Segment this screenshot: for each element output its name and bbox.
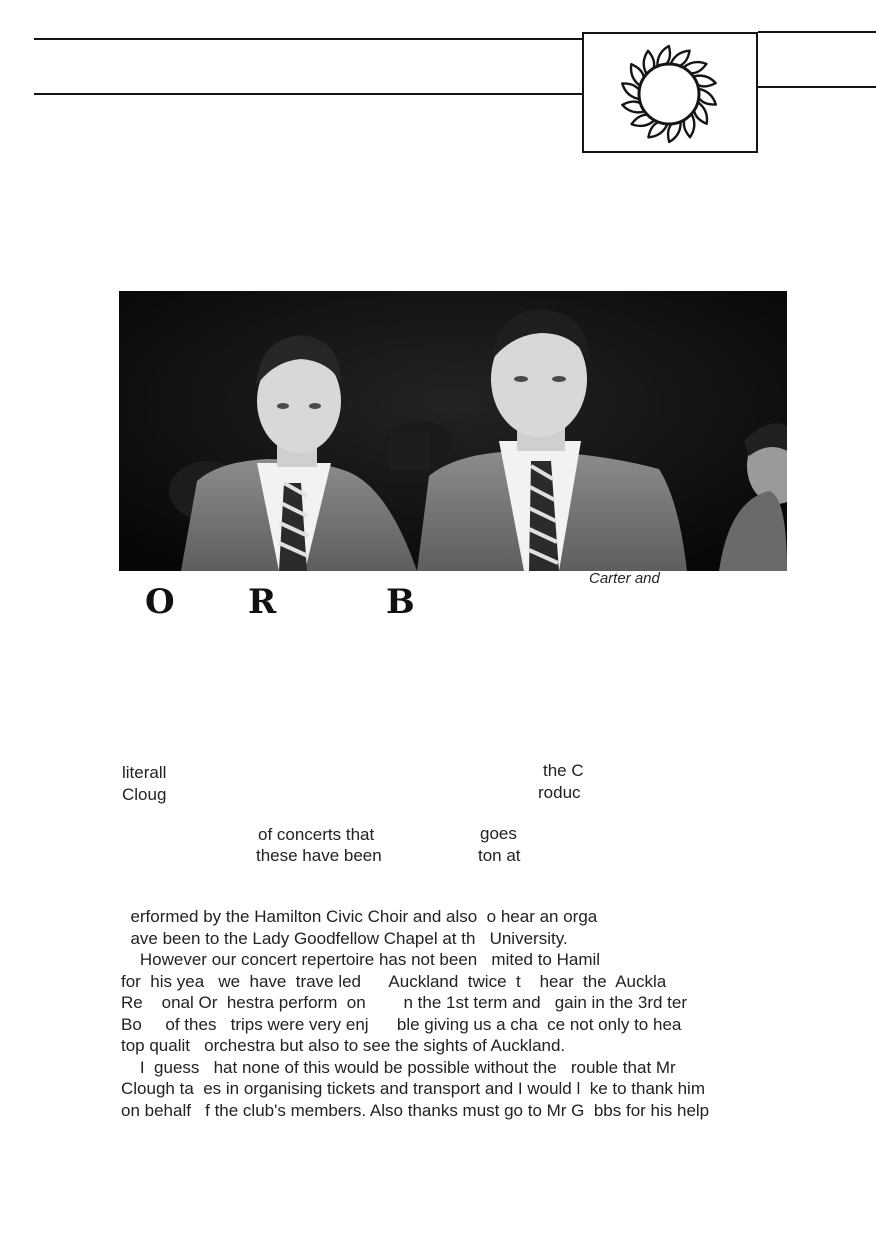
heading-letter-2: R [248, 582, 277, 622]
heading-letter-3: B [386, 582, 415, 622]
text-fragment-left-2: Cloug [122, 785, 167, 804]
text-fragment-mid-4: ton at [478, 846, 521, 865]
sun-ray [657, 46, 670, 65]
header-rule-bottom-right [758, 86, 876, 88]
text-fragment-right-1: the C [543, 761, 584, 780]
sun-icon [612, 39, 726, 149]
two-students-in-blazers-photo [119, 291, 787, 571]
text-fragment-right-2: roduc [538, 783, 581, 802]
header-rule-bottom-left [34, 93, 582, 95]
text-fragment-mid-2: these have been [256, 846, 382, 865]
photo-caption: Carter and [589, 570, 660, 587]
body-line: Re onal Or hestra perform on n the 1st term and gain in the 3rd ter [121, 993, 687, 1012]
text-fragment-left-1: literall [122, 763, 167, 782]
header-rule-top-left [34, 38, 582, 40]
body-line: However our concert repertoire has not been mited to Hamil [121, 950, 601, 969]
sun-ray [700, 89, 716, 104]
sun-ray [668, 123, 681, 142]
body-line: ave been to the Lady Goodfellow Chapel at th University. [121, 928, 568, 948]
body-line: I guess hat none of this would be possible without the rouble that Mr [121, 1057, 676, 1077]
header-rule-top-right [758, 31, 876, 33]
body-line: top qualit orchestra but also to see the sights of Auckland. [121, 1036, 566, 1055]
text-fragment-mid-1: of concerts that [258, 825, 375, 844]
body-line: Bo of thes trips were very enj ble giving us a cha ce not only to hea [121, 1014, 682, 1034]
body-line: on behalf f the club's members. Also thanks must go to Mr G bbs for his help [121, 1100, 710, 1120]
heading-letter-1: O [145, 582, 175, 622]
text-fragment-mid-3: goes [480, 824, 517, 843]
body-line: for his yea we have trave led Auckland twice t hear the Auckla [121, 971, 667, 991]
body-paragraph [121, 906, 791, 1121]
body-line: erformed by the Hamilton Civic Choir and also o hear an orga [121, 907, 598, 926]
sun-ray [622, 83, 638, 98]
body-line: Clough ta es in organising tickets and transport and I would l ke to thank him [121, 1079, 705, 1098]
emblem-box [582, 32, 758, 153]
